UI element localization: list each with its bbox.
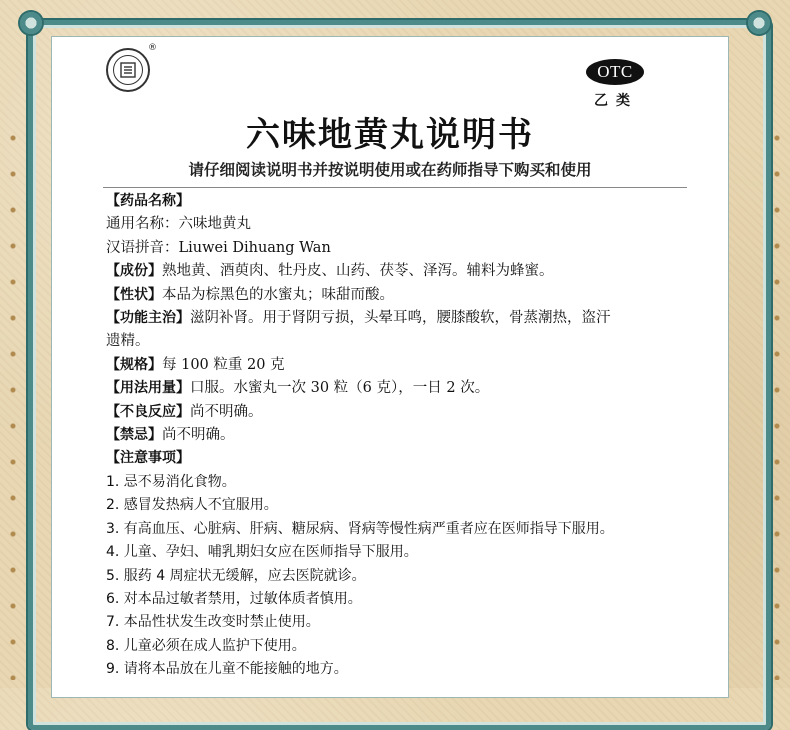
indications-heading: 【功能主治】 (106, 310, 190, 327)
drug-name-heading: 【药品名称】 (106, 193, 190, 209)
precaution-item: 7. 本品性状发生改变时禁止使用。 (106, 614, 320, 631)
generic-name-row (106, 213, 706, 236)
indications-continuation: 遗精。 (106, 333, 150, 350)
otc-class-label: 乙类 (594, 93, 638, 109)
registered-trademark-mark: ® (148, 43, 157, 53)
page-subtitle: 请仔细阅读说明书并按说明使用或在药师指导下购买和使用 (188, 161, 592, 179)
precaution-item: 9. 请将本品放在儿童不能接触的地方。 (106, 661, 348, 678)
border-pattern (772, 120, 782, 680)
divider (103, 187, 687, 188)
ingredients-row (106, 260, 706, 283)
adverse-reactions-heading: 【不良反应】 (106, 403, 190, 420)
precaution-item: 1. 忌不易消化食物。 (106, 473, 236, 490)
leaflet-body (106, 190, 706, 682)
precautions-heading: 【注意事项】 (106, 450, 190, 467)
contraindications-value: 尚不明确。 (162, 427, 235, 444)
corner-ornament-icon (18, 10, 44, 36)
brand-logo (106, 48, 150, 92)
precaution-item: 3. 有高血压、心脏病、肝病、糖尿病、肾病等慢性病严重者应在医师指导下服用。 (106, 520, 614, 537)
precaution-item: 6. 对本品过敏者禁用，过敏体质者慎用。 (106, 590, 362, 607)
otc-badge: OTC (586, 59, 644, 85)
properties-heading: 【性状】 (106, 286, 162, 303)
generic-name-value: 六味地黄丸 (178, 216, 251, 233)
border-pattern (8, 120, 18, 680)
precaution-item: 5. 服药 4 周症状无缓解，应去医院就诊。 (106, 567, 366, 584)
ingredients-value: 熟地黄、酒萸肉、牡丹皮、山药、茯苓、泽泻。辅料为蜂蜜。 (162, 263, 554, 280)
specification-heading: 【规格】 (106, 356, 162, 373)
properties-value: 本品为棕黑色的水蜜丸；味甜而酸。 (162, 286, 394, 303)
brand-seal-icon (113, 55, 143, 85)
dosage-heading: 【用法用量】 (106, 380, 190, 397)
precaution-item: 8. 儿童必须在成人监护下使用。 (106, 637, 306, 654)
corner-ornament-icon (746, 10, 772, 36)
adverse-reactions-row (106, 401, 706, 424)
generic-name-label: 通用名称： (106, 216, 179, 233)
contraindications-row (106, 424, 706, 447)
specification-value: 每 100 粒重 20 克 (162, 356, 285, 373)
contraindications-heading: 【禁忌】 (106, 427, 162, 444)
page-title: 六味地黄丸说明书 (246, 115, 534, 155)
indications-value: 滋阴补肾。用于肾阴亏损，头晕耳鸣，腰膝酸软，骨蒸潮热，盗汗 (190, 310, 611, 327)
pinyin-row (106, 237, 706, 260)
ingredients-heading: 【成份】 (106, 263, 162, 280)
precaution-item: 4. 儿童、孕妇、哺乳期妇女应在医师指导下服用。 (106, 544, 418, 561)
pinyin-value: Liuwei Dihuang Wan (178, 239, 331, 256)
precaution-item: 2. 感冒发热病人不宜服用。 (106, 497, 278, 514)
indications-row (106, 307, 706, 330)
properties-row (106, 284, 706, 307)
dosage-row (106, 377, 706, 400)
dosage-value: 口服。水蜜丸一次 30 粒（6 克），一日 2 次。 (190, 380, 490, 397)
leaflet-paper (51, 36, 729, 698)
adverse-reactions-value: 尚不明确。 (190, 403, 263, 420)
specification-row (106, 354, 706, 377)
pinyin-label: 汉语拼音： (106, 239, 179, 256)
